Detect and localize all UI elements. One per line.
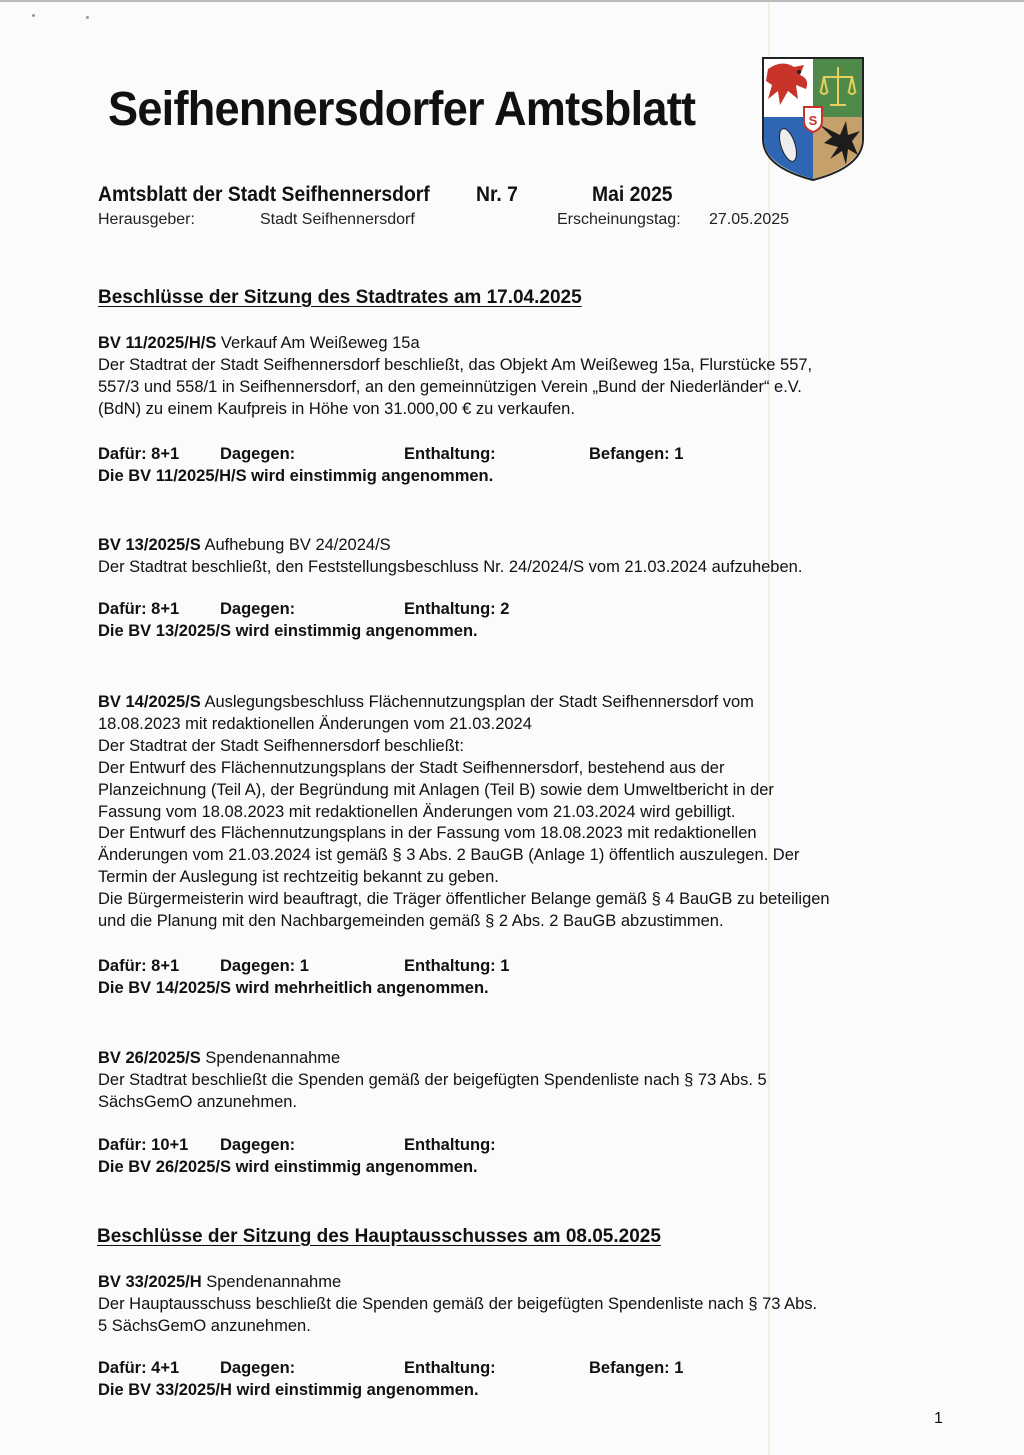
scan-speck bbox=[32, 14, 35, 17]
release-label: Erscheinungstag: bbox=[557, 211, 681, 228]
resolution-text-line: Der Stadtrat beschließt die Spenden gemäß der beigefügten Spendenliste nach § 73 Abs. 5 bbox=[98, 1070, 767, 1089]
resolution-heading bbox=[98, 535, 958, 557]
crest-letter: S bbox=[808, 113, 818, 128]
resolution-result: Die BV 33/2025/H wird einstimmig angenommen. bbox=[98, 1381, 479, 1399]
resolution-bv-14 bbox=[98, 692, 958, 933]
resolution-result: Die BV 11/2025/H/S wird einstimmig angenommen. bbox=[98, 467, 494, 485]
section-title-hauptausschuss: Beschlüsse der Sitzung des Hauptausschusses am 08.05.2025 bbox=[97, 1226, 661, 1247]
resolution-subject: Verkauf Am Weißeweg 15a bbox=[220, 334, 420, 352]
vote-abstain: Enthaltung: bbox=[404, 1359, 496, 1377]
resolution-subject: Auslegungsbeschluss Flächennutzungsplan der Stadt Seifhennersdorf vom bbox=[204, 693, 754, 711]
vote-for: Dafür: 10+1 bbox=[98, 1136, 189, 1154]
scan-edge-line bbox=[0, 0, 1024, 2]
vote-against: Dagegen: bbox=[220, 1359, 296, 1377]
release-date: 27.05.2025 bbox=[709, 211, 790, 228]
resolution-subject: Spendenannahme bbox=[206, 1273, 342, 1291]
resolution-heading bbox=[98, 333, 958, 355]
vote-abstain: Enthaltung: bbox=[404, 1136, 496, 1154]
resolution-text-line: und die Planung mit den Nachbargemeinden gemäß § 2 Abs. 2 BauGB abzustimmen. bbox=[98, 912, 724, 931]
resolution-text-line: (BdN) zu einem Kaufpreis in Höhe von 31.000,00 € zu verkaufen. bbox=[98, 399, 575, 418]
vote-row bbox=[98, 957, 798, 979]
vote-biased: Befangen: 1 bbox=[589, 1359, 684, 1377]
resolution-text-line: Der Stadtrat beschließt, den Feststellungsbeschluss Nr. 24/2024/S vom 21.03.2024 aufzuheben. bbox=[98, 557, 803, 576]
resolution-heading bbox=[98, 1272, 958, 1294]
resolution-text-line: Der Stadtrat der Stadt Seifhennersdorf beschließt, das Objekt Am Weißeweg 15a, Flurstücke 557, bbox=[98, 355, 813, 374]
resolution-bv-13 bbox=[98, 535, 958, 579]
vote-row bbox=[98, 1136, 798, 1158]
issue-month: Mai 2025 bbox=[592, 183, 673, 206]
vote-biased: Befangen: 1 bbox=[589, 445, 684, 463]
vote-abstain: Enthaltung: 1 bbox=[404, 957, 510, 975]
vote-row bbox=[98, 1359, 798, 1381]
resolution-text-line: Der Entwurf des Flächennutzungsplans der Stadt Seifhennersdorf, bestehend aus der bbox=[98, 758, 725, 777]
vote-for: Dafür: 8+1 bbox=[98, 445, 180, 463]
resolution-text-line: SächsGemO anzunehmen. bbox=[98, 1092, 298, 1111]
vote-row bbox=[98, 600, 798, 622]
resolution-id: BV 13/2025/S bbox=[98, 536, 201, 554]
publisher-label: Herausgeber: bbox=[98, 211, 195, 228]
vote-abstain: Enthaltung: bbox=[404, 445, 496, 463]
resolution-heading bbox=[98, 692, 958, 714]
scan-speck bbox=[86, 16, 89, 19]
resolution-result: Die BV 14/2025/S wird mehrheitlich angenommen. bbox=[98, 979, 489, 997]
publisher-name: Stadt Seifhennersdorf bbox=[260, 211, 415, 228]
issue-number: Nr. 7 bbox=[476, 183, 518, 206]
resolution-bv-26 bbox=[98, 1048, 958, 1114]
resolution-result: Die BV 13/2025/S wird einstimmig angenommen. bbox=[98, 622, 478, 640]
resolution-text-line: Änderungen vom 21.03.2024 ist gemäß § 3 Abs. 2 BauGB (Anlage 1) öffentlich auszulegen. Der bbox=[98, 846, 800, 865]
resolution-text-line: Die Bürgermeisterin wird beauftragt, die Träger öffentlicher Belange gemäß § 4 BauGB zu beteiligen bbox=[98, 890, 830, 909]
resolution-id: BV 11/2025/H/S bbox=[98, 334, 217, 352]
masthead-subtitle: Amtsblatt der Stadt Seifhennersdorf bbox=[98, 183, 430, 206]
resolution-text-line: Fassung vom 18.08.2023 mit redaktionellen Änderungen vom 21.03.2024 wird gebilligt. bbox=[98, 802, 736, 821]
resolution-heading bbox=[98, 1048, 958, 1070]
vote-abstain: Enthaltung: 2 bbox=[404, 600, 510, 618]
coat-of-arms-icon bbox=[760, 55, 866, 183]
resolution-subject: Aufhebung BV 24/2024/S bbox=[204, 536, 391, 554]
resolution-text-line: Der Stadtrat der Stadt Seifhennersdorf beschließt: bbox=[98, 736, 464, 755]
vote-for: Dafür: 4+1 bbox=[98, 1359, 180, 1377]
resolution-bv-11 bbox=[98, 333, 958, 421]
masthead-title: Seifhennersdorfer Amtsblatt bbox=[108, 83, 696, 136]
vote-for: Dafür: 8+1 bbox=[98, 600, 180, 618]
resolution-id: BV 26/2025/S bbox=[98, 1049, 201, 1067]
resolution-result: Die BV 26/2025/S wird einstimmig angenommen. bbox=[98, 1158, 478, 1176]
resolution-text-line: Planzeichnung (Teil A), der Begründung mit Anlagen (Teil B) sowie dem Umweltbericht in der bbox=[98, 780, 774, 799]
vote-against: Dagegen: bbox=[220, 600, 296, 618]
resolution-id: BV 33/2025/H bbox=[98, 1273, 202, 1291]
vote-against: Dagegen: bbox=[220, 1136, 296, 1154]
vote-against: Dagegen: 1 bbox=[220, 957, 309, 975]
resolution-text-line: 18.08.2023 mit redaktionellen Änderungen vom 21.03.2024 bbox=[98, 714, 532, 733]
resolution-text-line: Der Entwurf des Flächennutzungsplans in der Fassung vom 18.08.2023 mit redaktionellen bbox=[98, 824, 757, 843]
vote-row bbox=[98, 445, 798, 467]
resolution-text-line: Der Hauptausschuss beschließt die Spenden gemäß der beigefügten Spendenliste nach § 73 Abs. bbox=[98, 1294, 818, 1313]
resolution-text-line: Termin der Auslegung ist rechtzeitig bekannt zu geben. bbox=[98, 868, 499, 887]
resolution-text-line: 557/3 und 558/1 in Seifhennersdorf, an den gemeinnützigen Verein „Bund der Niederländer“ e.V. bbox=[98, 377, 802, 396]
resolution-bv-33 bbox=[98, 1272, 958, 1338]
section-title-stadtrat: Beschlüsse der Sitzung des Stadtrates am 17.04.2025 bbox=[98, 287, 582, 308]
resolution-subject: Spendenannahme bbox=[205, 1049, 341, 1067]
vote-against: Dagegen: bbox=[220, 445, 296, 463]
page-number: 1 bbox=[934, 1410, 943, 1427]
resolution-id: BV 14/2025/S bbox=[98, 693, 201, 711]
resolution-text-line: 5 SächsGemO anzunehmen. bbox=[98, 1316, 311, 1335]
vote-for: Dafür: 8+1 bbox=[98, 957, 180, 975]
